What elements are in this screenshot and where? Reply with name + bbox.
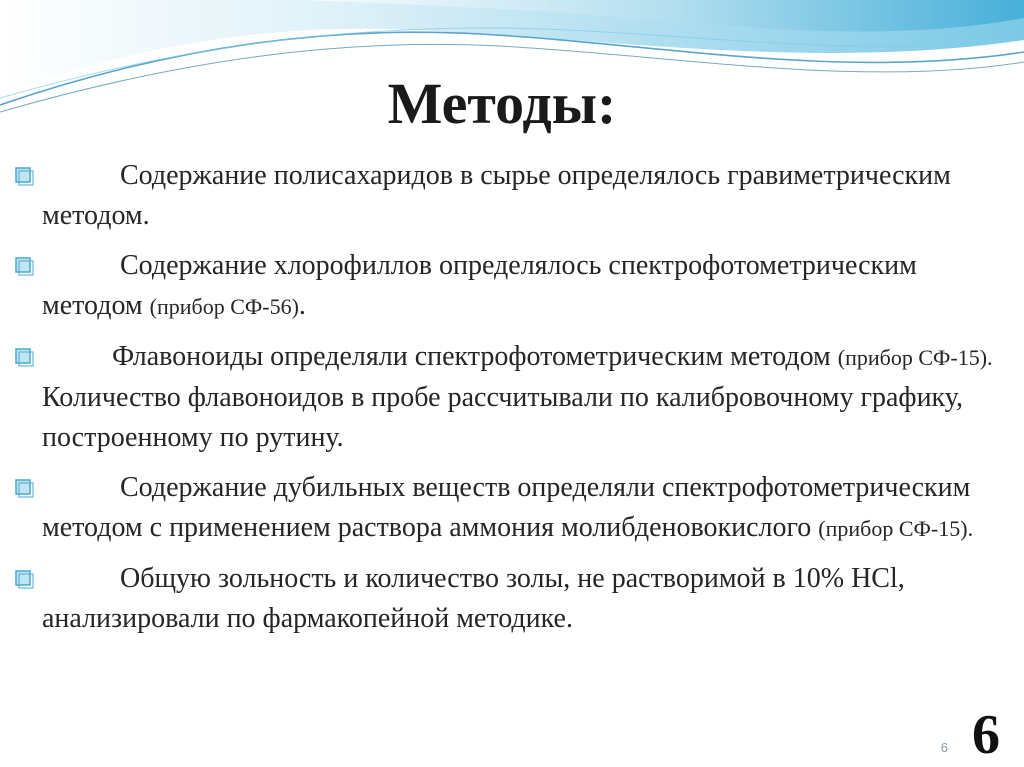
bullet-tail: . <box>298 290 306 321</box>
bullet-text: Общую зольность и количество золы, не растворимой в 10% HCl, анализировали по фармакопейной методике. <box>42 563 905 634</box>
slide-number-small: 6 <box>940 740 948 755</box>
bullet-item-tannins <box>0 468 1010 549</box>
bullet-text: Содержание хлорофиллов определялось спектрофотометрическим методом <box>42 250 917 321</box>
slide-number: 6 <box>972 704 1000 766</box>
bullet-item-chlorophylls <box>0 246 1010 327</box>
bullet-item-flavonoids <box>0 337 1010 458</box>
bullet-list <box>0 156 1010 649</box>
bullet-text: Содержание полисахаридов в сырье определялось гравиметрическим методом. <box>42 160 951 231</box>
checkbox-bullet-icon <box>14 478 34 498</box>
bullet-tail: Количество флавоноидов в пробе рассчитывали по калибровочному графику, построенному по рутину. <box>42 382 963 453</box>
checkbox-bullet-icon <box>14 166 34 186</box>
bullet-text: Содержание дубильных веществ определяли спектрофотометрическим методом с применением раствора аммония молибденовокислого <box>42 472 971 543</box>
slide-title: Методы: <box>387 71 617 136</box>
bullet-device-note: (прибор СФ-56) <box>149 294 299 319</box>
bullet-item-polysaccharides <box>0 156 1010 236</box>
bullet-item-ash <box>0 559 1010 639</box>
bullet-text: Флавоноиды определяли спектрофотометрическим методом <box>112 341 838 372</box>
bullet-device-note: (прибор СФ-15). <box>818 516 974 541</box>
checkbox-bullet-icon <box>14 256 34 276</box>
checkbox-bullet-icon <box>14 347 34 367</box>
bullet-device-note: (прибор СФ-15). <box>837 345 993 370</box>
checkbox-bullet-icon <box>14 569 34 589</box>
